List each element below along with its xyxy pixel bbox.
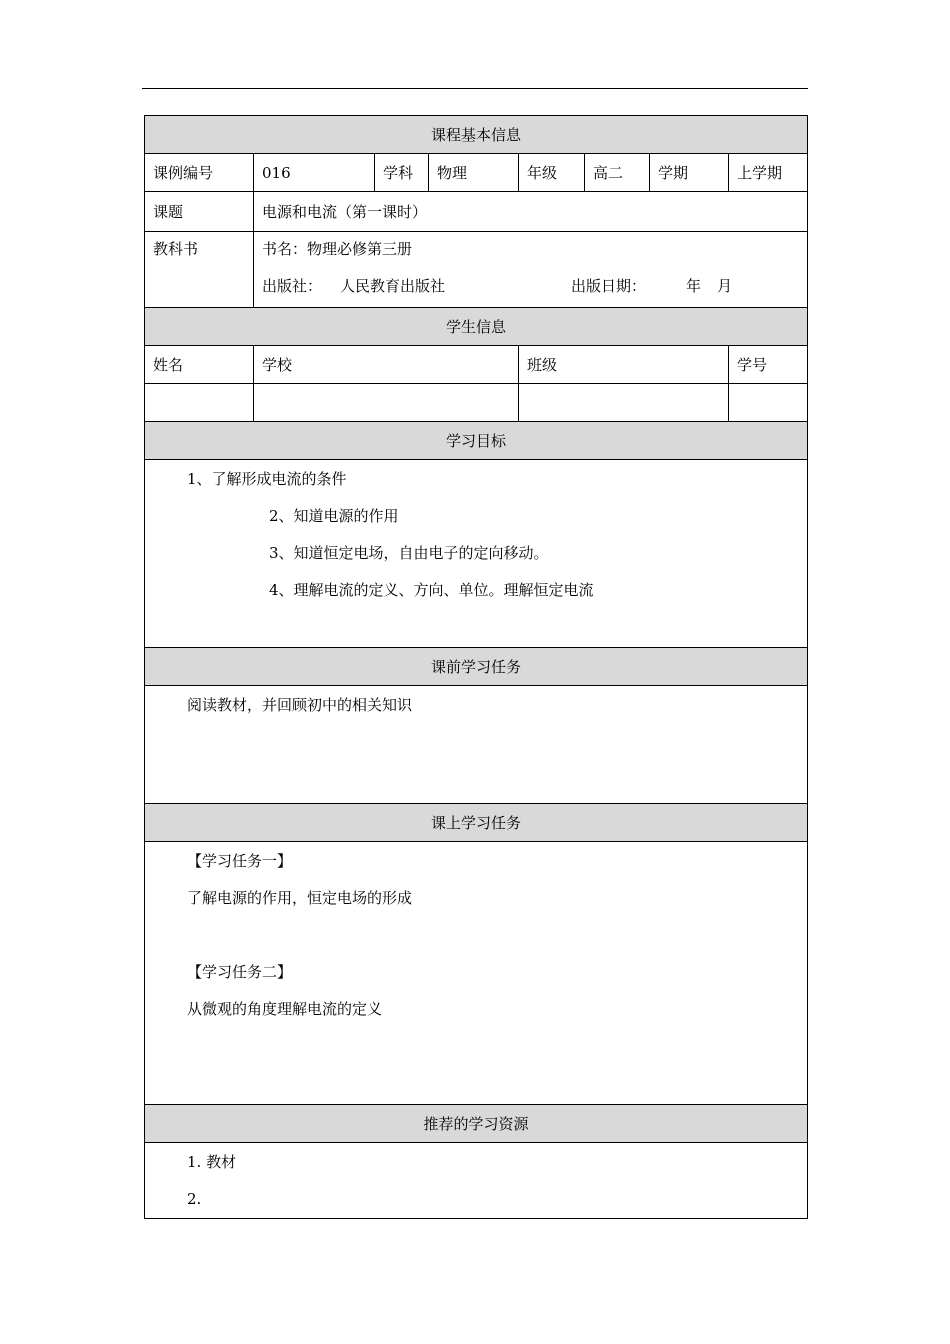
resources-list <box>145 1143 808 1219</box>
pub-date-label: 出版日期： <box>571 277 647 295</box>
section-header-student: 学生信息 <box>145 308 808 346</box>
section-header-goals: 学习目标 <box>145 422 808 460</box>
pre-class-text: 阅读教材，并回顾初中的相关知识 <box>187 696 413 714</box>
textbook-label: 教科书 <box>145 232 254 308</box>
student-id-label: 学号 <box>729 346 808 384</box>
goal-item: 1、了解形成电流的条件 <box>187 470 347 488</box>
school-label: 学校 <box>254 346 519 384</box>
term-value: 上学期 <box>729 154 808 192</box>
publisher-value: 人民教育出版社 <box>340 277 446 295</box>
task2-title: 【学习任务二】 <box>187 963 293 981</box>
textbook-info <box>254 232 808 308</box>
resource-item: 1. 教材 <box>187 1153 237 1171</box>
lesson-no-label: 课例编号 <box>145 154 254 192</box>
publisher-label: 出版社： <box>262 277 323 295</box>
class-label: 班级 <box>519 346 729 384</box>
topic-label: 课题 <box>145 192 254 232</box>
section-header-resources: 推荐的学习资源 <box>145 1105 808 1143</box>
subject-value: 物理 <box>429 154 519 192</box>
task2-text: 从微观的角度理解电流的定义 <box>187 1000 383 1018</box>
goals-list <box>145 460 808 648</box>
lesson-no-value: 016 <box>254 154 375 192</box>
goal-item: 2、知道电源的作用 <box>269 507 399 525</box>
course-info-table <box>144 115 808 1219</box>
section-header-in-class: 课上学习任务 <box>145 804 808 842</box>
class-field[interactable] <box>519 384 729 422</box>
goal-item: 4、理解电流的定义、方向、单位。理解恒定电流 <box>269 581 594 599</box>
header-rule <box>142 88 808 89</box>
pre-class-content <box>145 686 808 804</box>
grade-value: 高二 <box>585 154 650 192</box>
book-name: 书名：物理必修第三册 <box>262 240 413 258</box>
goal-item: 3、知道恒定电场，自由电子的定向移动。 <box>269 544 549 562</box>
name-label: 姓名 <box>145 346 254 384</box>
school-field[interactable] <box>254 384 519 422</box>
section-header-pre-class: 课前学习任务 <box>145 648 808 686</box>
publisher-line <box>262 276 799 296</box>
subject-label: 学科 <box>375 154 429 192</box>
name-field[interactable] <box>145 384 254 422</box>
section-header-basic: 课程基本信息 <box>145 116 808 154</box>
resource-item: 2. <box>187 1190 202 1208</box>
student-id-field[interactable] <box>729 384 808 422</box>
topic-value: 电源和电流（第一课时） <box>254 192 808 232</box>
month-label: 月 <box>717 277 733 295</box>
grade-label: 年级 <box>519 154 585 192</box>
task1-title: 【学习任务一】 <box>187 852 293 870</box>
task1-text: 了解电源的作用，恒定电场的形成 <box>187 889 413 907</box>
year-label: 年 <box>686 277 702 295</box>
in-class-content <box>145 842 808 1105</box>
term-label: 学期 <box>650 154 729 192</box>
